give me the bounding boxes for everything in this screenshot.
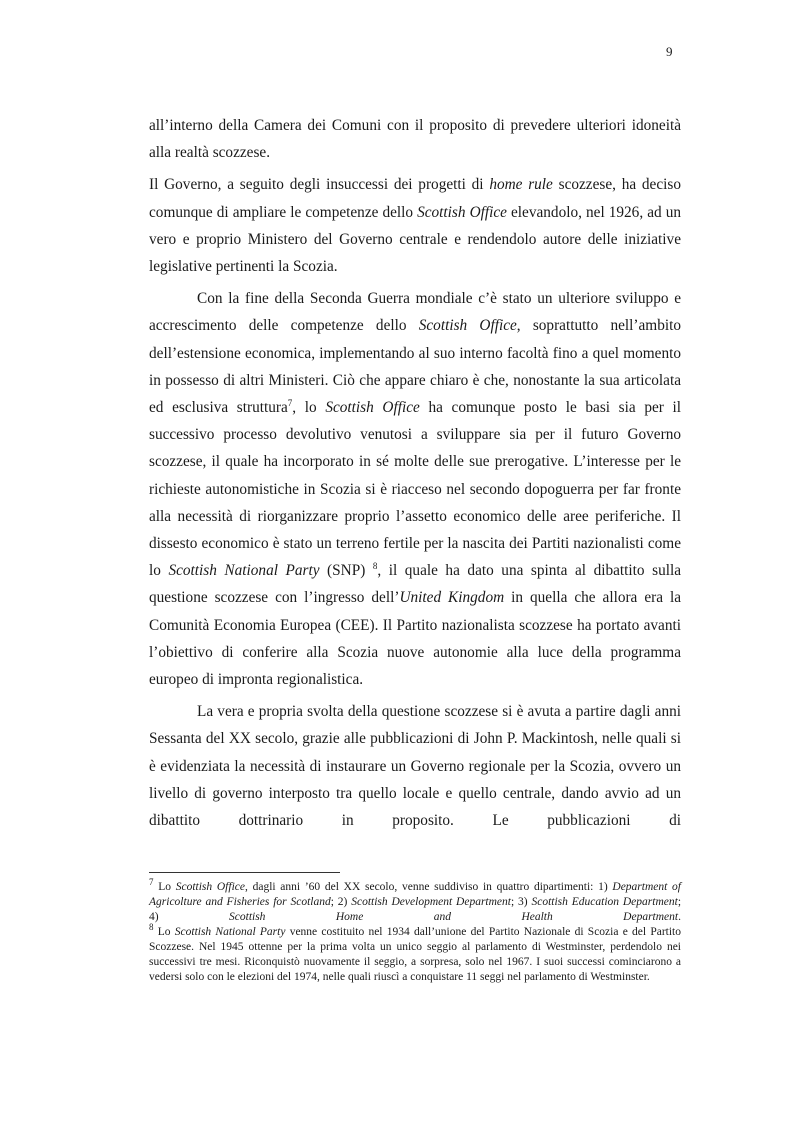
italic-term: Scottish National Party [174,926,286,938]
footnote-marker: 8 [149,922,154,933]
footnotes [149,877,682,985]
italic-term: Department of Agricolture and Fisheries for Scotland [149,881,681,908]
italic-term: Scottish Home and Health Department [229,911,679,923]
italic-term: Scottish Development Department [351,896,511,908]
italic-term: Scottish Education Department [531,896,678,908]
italic-term: United Kingdom [399,589,505,607]
italic-term: home rule [489,176,553,194]
footnote-marker: 7 [149,877,154,888]
footnote-reference-8[interactable]: 8 [372,561,378,572]
italic-term: Scottish Office [325,399,420,417]
italic-term: Scottish National Party [168,562,320,580]
italic-term: Scottish Office [418,317,517,335]
paragraph-2: Il Governo, a seguito degli insuccessi dei progetti di home rule scozzese, ha deciso comunque di ampliare le competenze dello Scottish Office elevandolo, nel 1926, ad un vero e proprio Ministero del Governo centrale e rendendolo autore delle iniziative legislative pertinenti la Scozia. [149,176,681,276]
italic-term: Scottish Office [175,881,245,893]
footnote-7: $^7$ Lo Scottish Office, dagli anni ’60 del XX secolo, venne suddiviso in quattro dipartimenti: 1) Department of Agricolture and Fisheries for Scotland; 2) Scottish Development Department; 3) Scottish Education Department; 4) Scottish Home and Health Department. [149,877,682,923]
paragraph-1: all’interno della Camera dei Comuni con il proposito di prevedere ulteriori idoneità alla realtà scozzese. [149,117,681,162]
paragraph-4: La vera e propria svolta della questione scozzese si è avuta a partire dagli anni Sessanta del XX secolo, grazie alle pubblicazioni di John P. Mackintosh, nelle quali si è evidenziata la necessità di instaurare un Governo regionale per la Scozia, ovvero un livello di governo interposto tra quello locale e quello centrale, dando avvio ad un dibattito dottrinario in proposito. Le pubblicazioni di [149,703,681,830]
footnote-reference-7[interactable]: 7 [287,397,293,408]
body-text [149,112,681,839]
paragraph-3: Con la fine della Seconda Guerra mondiale c’è stato un ulteriore sviluppo e accrescimento delle competenze dello Scottish Office, soprattutto nell’ambito dell’estensione economica, implementando al suo interno facoltà fino a quel momento in possesso di altri Ministeri. Ciò che appare chiaro è che, nonostante la sua articolata ed esclusiva struttura$^7$, lo Scottish Office ha comunque posto le basi sia per il successivo processo devolutivo venutosi a sviluppare sia per il futuro Governo scozzese, il quale ha incorporato in sé molte delle sue prerogative. L’interesse per le richieste autonomistiche in Scozia si è riacceso nel secondo dopoguerra per far fronte alla necessità di riorganizzare proprio l’assetto economico delle aree periferiche. Il dissesto economico è stato un terreno fertile per la nascita dei Partiti nazionalisti come lo Scottish National Party (SNP) $^8$, il quale ha dato una spinta al dibattito sulla questione scozzese con l’ingresso dell’United Kingdom in quella che allora era la Comunità Economia Europea (CEE). Il Partito nazionalista scozzese ha portato avanti l’obiettivo di conferire alla Scozia nuove autonomie alla luce della programma europeo di impronta regionalistica. [149,290,682,689]
footnote-separator [149,872,340,873]
page-number: 9 [666,44,673,59]
italic-term: Scottish Office [417,203,507,221]
footnote-8: $^8$ Lo Scottish National Party venne costituito nel 1934 dall’unione del Partito Nazionale di Scozia e del Partito Scozzese. Nel 1945 ottenne per la prima volta un unico seggio al parlamento di Westminster, perdendolo nei successivi tre mesi. Riconquistò nuovamente il seggio, a sorpresa, solo nel 1967. I suoi successi cominciarono a vedersi solo con le elezioni del 1974, nelle quali riuscì a conquistare 11 seggi nel parlamento di Westminster. [149,922,681,983]
